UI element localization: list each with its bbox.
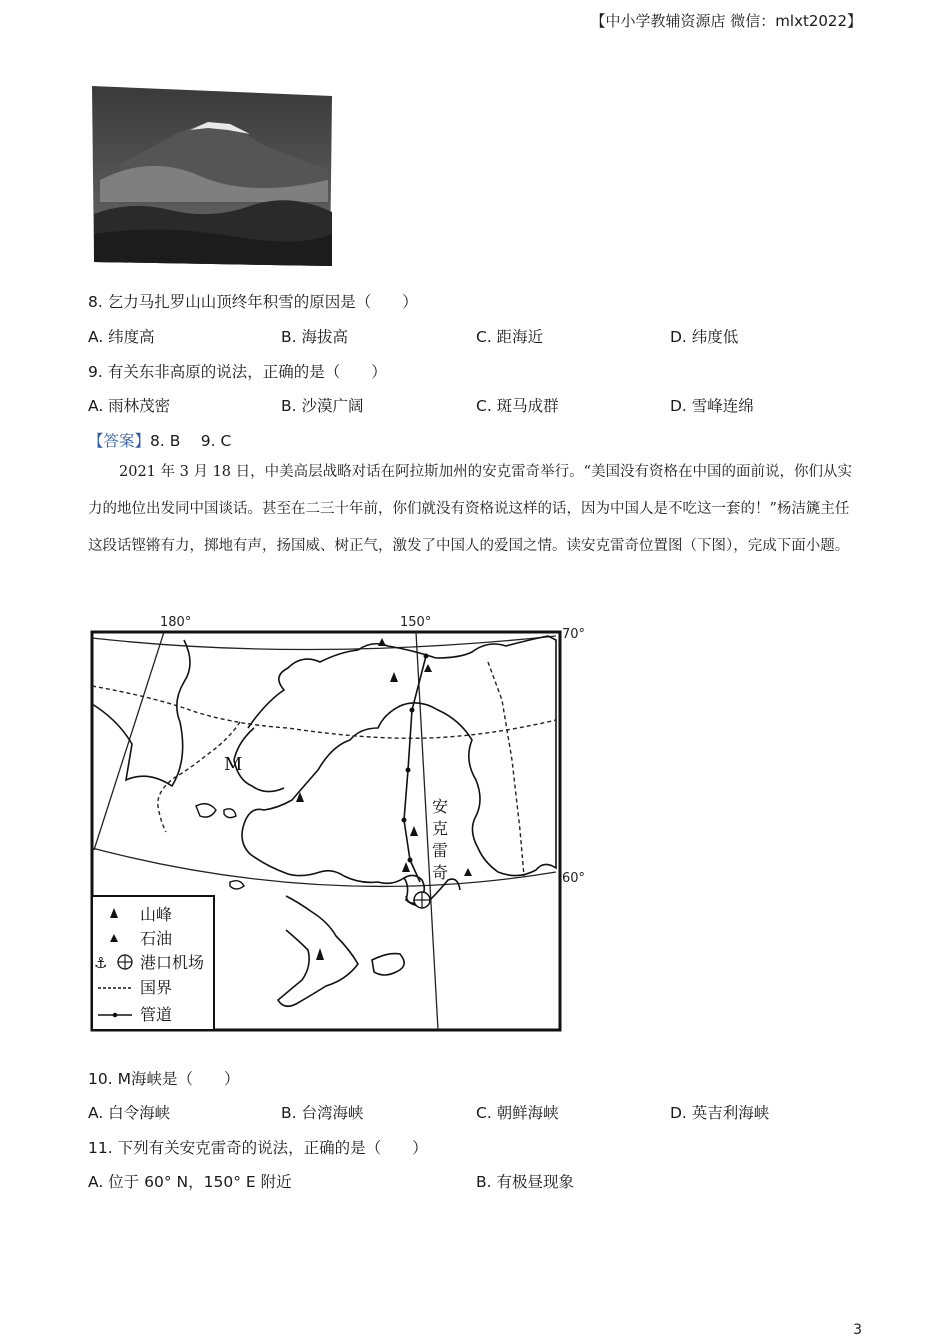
header-note: 【中小学教辅资源店 微信：mlxt2022】 <box>590 12 862 30</box>
mountain-photo <box>90 84 334 268</box>
peak-symbol <box>316 948 324 960</box>
strait-m-label: M <box>224 754 243 775</box>
q9-option-b[interactable]: B. 沙漠广阔 <box>281 397 364 415</box>
parallel-60 <box>92 848 556 886</box>
legend-oil-label: 石油 <box>140 929 173 948</box>
page-number: 3 <box>853 1322 862 1338</box>
legend-border-label: 国界 <box>140 978 173 997</box>
island-3 <box>230 881 244 889</box>
q8-option-c[interactable]: C. 距海近 <box>476 328 544 346</box>
q11-option-a[interactable]: A. 位于 60° N，150° E 附近 <box>88 1173 292 1191</box>
q10-option-a[interactable]: A. 白令海峡 <box>88 1104 171 1122</box>
svg-text:雷: 雷 <box>432 841 449 860</box>
anchorage-location-map <box>88 610 598 1038</box>
alaska-peninsula <box>278 896 358 1006</box>
answer-text: 8. B 9. C <box>150 432 232 450</box>
maritime-border <box>158 722 243 832</box>
svg-text:奇: 奇 <box>432 863 449 882</box>
q9-option-d[interactable]: D. 雪峰连绵 <box>670 397 754 415</box>
lat-70-label: 70° <box>562 627 586 642</box>
lat-60-label: 60° <box>562 871 586 886</box>
q11-stem: 11. 下列有关安克雷奇的说法，正确的是（ ） <box>88 1139 428 1157</box>
legend-port-label: 港口机场 <box>140 953 205 972</box>
kodiak-island <box>372 954 404 975</box>
oil-symbol <box>410 826 418 836</box>
q9-option-a[interactable]: A. 雨林茂密 <box>88 397 171 415</box>
peak-symbol <box>390 672 398 682</box>
q10-option-b[interactable]: B. 台湾海峡 <box>281 1104 364 1122</box>
meridian-180 <box>94 632 164 850</box>
legend-peak-label: 山峰 <box>140 905 173 924</box>
oil-symbol <box>464 868 472 876</box>
anchorage-label <box>432 797 448 882</box>
q8-option-b[interactable]: B. 海拔高 <box>281 328 348 346</box>
answer-line <box>88 429 231 451</box>
svg-text:安: 安 <box>432 797 449 816</box>
arctic-circle-border <box>92 686 556 738</box>
oil-symbol <box>402 862 410 872</box>
passage-text: 2021 年 3 月 18 日，中美高层战略对话在阿拉斯加州的安克雷奇举行。“美国没有资格在中国的面前说，你们从实力的地位出发同中国谈话。甚至在二三十年前，你们就没有资格说这样的话，因为中国人是不吃这一套的！”杨洁篪主任这段话铿锵有力，掷地有声，扬国威、树正气，激发了中国人的爱国之情。读安克雷奇位置图（下图），完成下面小题。 <box>88 464 853 554</box>
peak-symbol <box>378 638 386 646</box>
legend-pipeline-label: 管道 <box>140 1005 173 1024</box>
q11-option-b[interactable]: B. 有极昼现象 <box>476 1173 574 1191</box>
svg-text:克: 克 <box>432 819 449 838</box>
international-border <box>488 662 524 876</box>
passage <box>88 454 860 565</box>
alaska-coast <box>242 636 556 906</box>
q9-option-c[interactable]: C. 斑马成群 <box>476 397 559 415</box>
q10-option-c[interactable]: C. 朝鲜海峡 <box>476 1104 559 1122</box>
island-1 <box>196 804 216 817</box>
q8-option-a[interactable]: A. 纬度高 <box>88 328 155 346</box>
q8-option-d[interactable]: D. 纬度低 <box>670 328 739 346</box>
answer-tag: 【答案】 <box>88 432 151 450</box>
island-2 <box>224 809 236 818</box>
q8-stem: 8. 乞力马扎罗山山顶终年积雪的原因是（ ） <box>88 293 418 311</box>
q9-stem: 9. 有关东非高原的说法，正确的是（ ） <box>88 363 387 381</box>
siberia-coast <box>92 640 190 786</box>
lon-150-label: 150° <box>400 615 432 630</box>
svg-text:⚓: ⚓ <box>94 954 108 972</box>
q10-option-d[interactable]: D. 英吉利海峡 <box>670 1104 770 1122</box>
lon-180-label: 180° <box>160 615 192 630</box>
q10-stem: 10. M海峡是（ ） <box>88 1070 240 1088</box>
peak-symbol <box>424 664 432 672</box>
